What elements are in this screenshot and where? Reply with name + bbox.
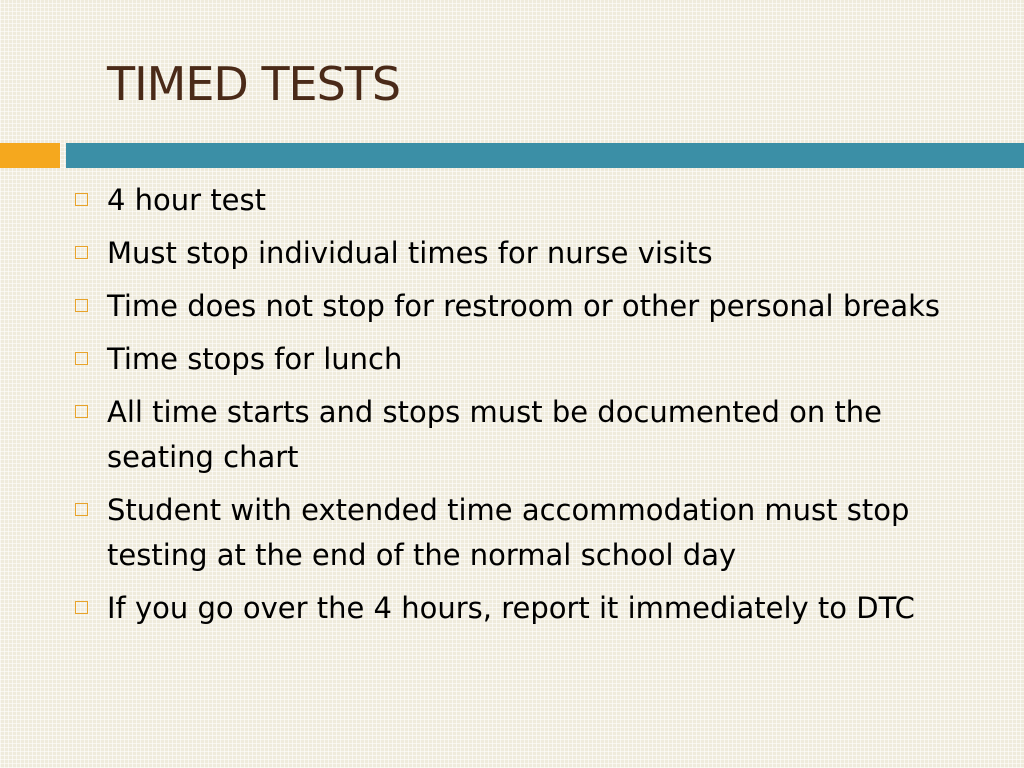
title-accent-bar bbox=[0, 143, 60, 168]
bullet-item bbox=[72, 337, 952, 382]
bullet-item bbox=[72, 284, 952, 329]
bullet-item bbox=[72, 231, 952, 276]
bullet-item bbox=[72, 178, 952, 223]
bullet-text: 4 hour test bbox=[107, 183, 267, 217]
bullet-text: Student with extended time accommodation must stop testing at the end of the normal school day bbox=[107, 493, 910, 572]
bullet-item bbox=[72, 488, 952, 578]
bullet-text: All time starts and stops must be documented on the seating chart bbox=[107, 395, 883, 474]
title-divider-bar bbox=[66, 143, 1024, 168]
bullet-text: Time stops for lunch bbox=[107, 342, 403, 376]
hollow-square-icon bbox=[75, 299, 88, 312]
hollow-square-icon bbox=[75, 405, 88, 418]
bullet-item bbox=[72, 586, 952, 631]
hollow-square-icon bbox=[75, 193, 88, 206]
hollow-square-icon bbox=[75, 601, 88, 614]
hollow-square-icon bbox=[75, 352, 88, 365]
bullet-text: Time does not stop for restroom or other personal breaks bbox=[107, 289, 941, 323]
bullet-item bbox=[72, 390, 952, 480]
bullet-list bbox=[72, 178, 952, 639]
hollow-square-icon bbox=[75, 503, 88, 516]
hollow-square-icon bbox=[75, 246, 88, 259]
bullet-text: Must stop individual times for nurse visits bbox=[107, 236, 713, 270]
bullet-text: If you go over the 4 hours, report it immediately to DTC bbox=[107, 591, 915, 625]
slide-title: TIMED TESTS bbox=[107, 57, 401, 111]
